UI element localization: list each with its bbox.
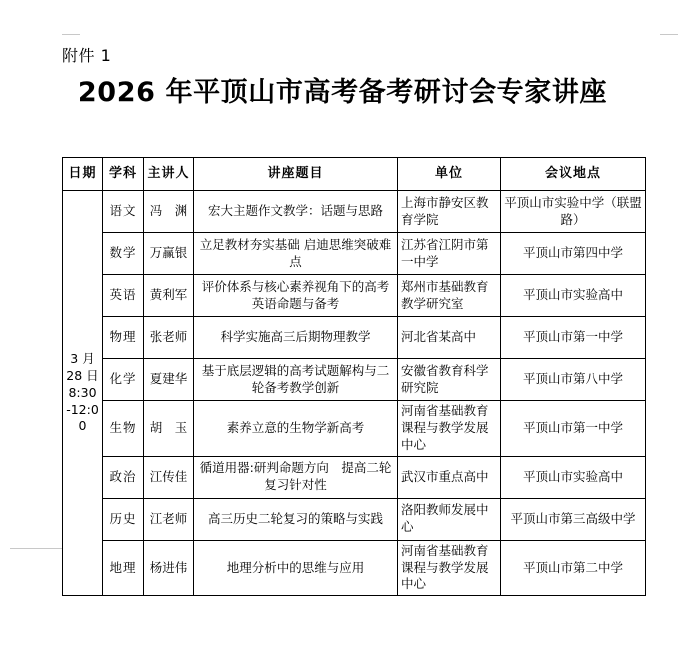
table-row xyxy=(63,317,646,359)
page-title: 2026 年平顶山市高考备考研讨会专家讲座 xyxy=(77,77,608,108)
cell-topic: 科学实施高三后期物理教学 xyxy=(194,317,398,359)
cell-venue: 平顶山市第二中学 xyxy=(501,540,646,596)
cell-speaker: 万赢银 xyxy=(144,233,194,275)
table-row xyxy=(63,191,646,233)
cell-venue: 平顶山市第一中学 xyxy=(501,317,646,359)
cell-subject: 生物 xyxy=(103,401,144,457)
column-header-topic: 讲座题目 xyxy=(194,158,398,191)
cell-venue: 平顶山市第三高级中学 xyxy=(501,498,646,540)
table-row xyxy=(63,275,646,317)
page-margin-guide-bottom-left xyxy=(10,548,62,549)
attachment-label: 附件 1 xyxy=(62,46,112,65)
lecture-schedule-table xyxy=(62,157,646,596)
cell-organization: 河南省基础教育课程与教学发展中心 xyxy=(398,401,501,457)
cell-organization: 河南省基础教育课程与教学发展中心 xyxy=(398,540,501,596)
cell-topic: 地理分析中的思维与应用 xyxy=(194,540,398,596)
page-margin-guide-top-left xyxy=(62,34,80,35)
cell-subject: 物理 xyxy=(103,317,144,359)
cell-venue: 平顶山市实验高中 xyxy=(501,456,646,498)
table-header-row xyxy=(63,158,646,191)
cell-date: 3 月 28 日 8:30 -12:00 xyxy=(63,191,103,596)
cell-venue: 平顶山市第四中学 xyxy=(501,233,646,275)
cell-speaker: 江传佳 xyxy=(144,456,194,498)
column-header-speaker: 主讲人 xyxy=(144,158,194,191)
cell-subject: 数学 xyxy=(103,233,144,275)
table-row xyxy=(63,401,646,457)
cell-subject: 化学 xyxy=(103,359,144,401)
cell-speaker: 张老师 xyxy=(144,317,194,359)
page-margin-guide-top-right xyxy=(660,34,678,35)
cell-organization: 郑州市基础教育教学研究室 xyxy=(398,275,501,317)
column-header-subject: 学科 xyxy=(103,158,144,191)
cell-organization: 安徽省教育科学研究院 xyxy=(398,359,501,401)
cell-venue: 平顶山市第一中学 xyxy=(501,401,646,457)
cell-organization: 河北省某高中 xyxy=(398,317,501,359)
cell-venue: 平顶山市实验中学（联盟路） xyxy=(501,191,646,233)
cell-organization: 江苏省江阴市第一中学 xyxy=(398,233,501,275)
cell-topic: 高三历史二轮复习的策略与实践 xyxy=(194,498,398,540)
cell-topic: 基于底层逻辑的高考试题解构与二轮备考教学创新 xyxy=(194,359,398,401)
table-row xyxy=(63,498,646,540)
column-header-date: 日期 xyxy=(63,158,103,191)
cell-topic: 立足教材夯实基础 启迪思维突破难点 xyxy=(194,233,398,275)
cell-subject: 语文 xyxy=(103,191,144,233)
table-row xyxy=(63,456,646,498)
cell-speaker: 江老师 xyxy=(144,498,194,540)
column-header-venue: 会议地点 xyxy=(501,158,646,191)
cell-speaker: 胡 玉 xyxy=(144,401,194,457)
cell-organization: 武汉市重点高中 xyxy=(398,456,501,498)
cell-speaker: 杨进伟 xyxy=(144,540,194,596)
cell-subject: 英语 xyxy=(103,275,144,317)
table-row xyxy=(63,540,646,596)
table-row xyxy=(63,359,646,401)
cell-subject: 历史 xyxy=(103,498,144,540)
cell-topic: 素养立意的生物学新高考 xyxy=(194,401,398,457)
cell-topic: 宏大主题作文教学：话题与思路 xyxy=(194,191,398,233)
cell-speaker: 黄利军 xyxy=(144,275,194,317)
cell-topic: 循道用器:研判命题方向 提高二轮复习针对性 xyxy=(194,456,398,498)
cell-subject: 政治 xyxy=(103,456,144,498)
cell-speaker: 夏建华 xyxy=(144,359,194,401)
table-body xyxy=(63,191,646,596)
cell-venue: 平顶山市第八中学 xyxy=(501,359,646,401)
cell-venue: 平顶山市实验高中 xyxy=(501,275,646,317)
cell-topic: 评价体系与核心素养视角下的高考英语命题与备考 xyxy=(194,275,398,317)
cell-organization: 上海市静安区教育学院 xyxy=(398,191,501,233)
cell-speaker: 冯 渊 xyxy=(144,191,194,233)
cell-subject: 地理 xyxy=(103,540,144,596)
cell-organization: 洛阳教师发展中心 xyxy=(398,498,501,540)
column-header-organization: 单位 xyxy=(398,158,501,191)
table-row xyxy=(63,233,646,275)
